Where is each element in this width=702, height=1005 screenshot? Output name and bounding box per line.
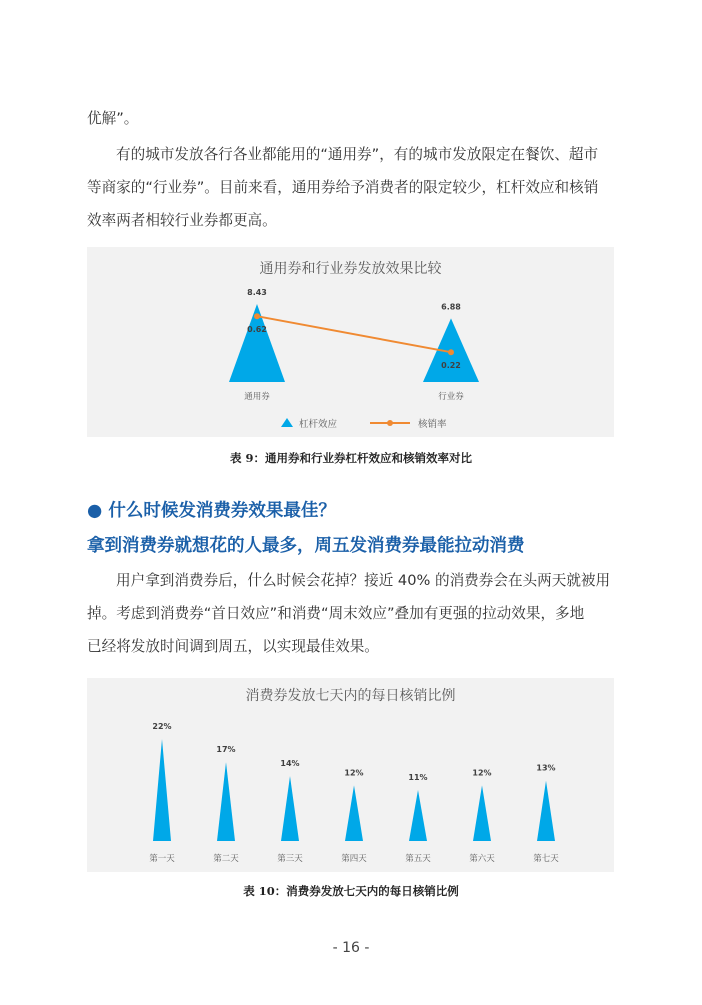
figure-caption: 表 10：消费券发放七天内的每日核销比例 (243, 884, 459, 898)
data-label: 8.43 (247, 288, 267, 297)
paragraph-line: 掉。考虑到消费券“首日效应”和消费“周末效应”叠加有更强的拉动效果，多地 (87, 605, 585, 622)
paragraph-line: 用户拿到消费券后，什么时候会花掉？接近 40% 的消费券会在头两天就被用 (116, 572, 611, 589)
triangle-bar (281, 776, 299, 841)
chart-1-svg (87, 247, 614, 437)
triangle-bar (409, 790, 427, 841)
data-label: 11% (408, 773, 428, 782)
paragraph-line: 有的城市发放各行各业都能用的“通用券”，有的城市发放限定在餐饮、超市 (116, 146, 599, 163)
chart-container-2 (87, 678, 614, 872)
x-tick-label: 第四天 (341, 854, 367, 864)
x-tick-label: 行业券 (438, 392, 464, 402)
page-number: - 16 - (332, 940, 370, 956)
line-point (448, 349, 454, 355)
x-tick-label: 通用券 (244, 392, 270, 402)
data-label: 13% (536, 763, 556, 773)
series-line (257, 316, 451, 352)
x-tick-label: 第二天 (213, 854, 239, 864)
triangle-bar (217, 762, 235, 841)
data-label: 14% (280, 759, 300, 769)
paragraph-line: 等商家的“行业券”。目前来看，通用券给予消费者的限定较少，杠杆效应和核销 (87, 179, 599, 196)
line-point (254, 313, 260, 319)
legend-triangle-icon (281, 418, 293, 427)
data-label: 0.62 (247, 325, 267, 335)
triangle-bar (473, 785, 491, 841)
x-tick-label: 第五天 (405, 854, 431, 864)
data-label: 6.88 (441, 302, 461, 312)
paragraph-line: 优解”。 (87, 110, 139, 127)
data-label: 0.22 (441, 361, 461, 371)
data-label: 17% (216, 745, 236, 755)
triangle-bar (537, 781, 555, 841)
data-label: 12% (472, 768, 492, 778)
chart-title: 消费券发放七天内的每日核销比例 (245, 688, 456, 704)
section-heading: ● 什么时候发消费券效果最佳？ (87, 501, 336, 521)
chart-2-svg (87, 678, 614, 872)
x-tick-label: 第六天 (469, 854, 495, 864)
data-label: 12% (344, 768, 364, 778)
figure-caption: 表 9：通用券和行业券杠杆效应和核销效率对比 (229, 451, 472, 465)
x-tick-label: 第七天 (533, 854, 559, 864)
data-label: 22% (152, 722, 172, 731)
chart-container-1 (87, 247, 614, 437)
section-subheading: 拿到消费券就想花的人最多，周五发消费券最能拉动消费 (87, 536, 525, 556)
paragraph-line: 效率两者相较行业券都更高。 (87, 212, 277, 229)
legend-dot-icon (387, 420, 393, 426)
chart-title: 通用券和行业券发放效果比较 (259, 261, 442, 277)
triangle-bar (345, 785, 363, 841)
legend-label: 核销率 (418, 419, 447, 430)
triangle-bar (153, 739, 171, 841)
legend-label: 杠杆效应 (299, 419, 338, 430)
paragraph-line: 已经将发放时间调到周五，以实现最佳效果。 (87, 638, 379, 655)
x-tick-label: 第一天 (149, 854, 175, 864)
x-tick-label: 第三天 (277, 854, 303, 864)
